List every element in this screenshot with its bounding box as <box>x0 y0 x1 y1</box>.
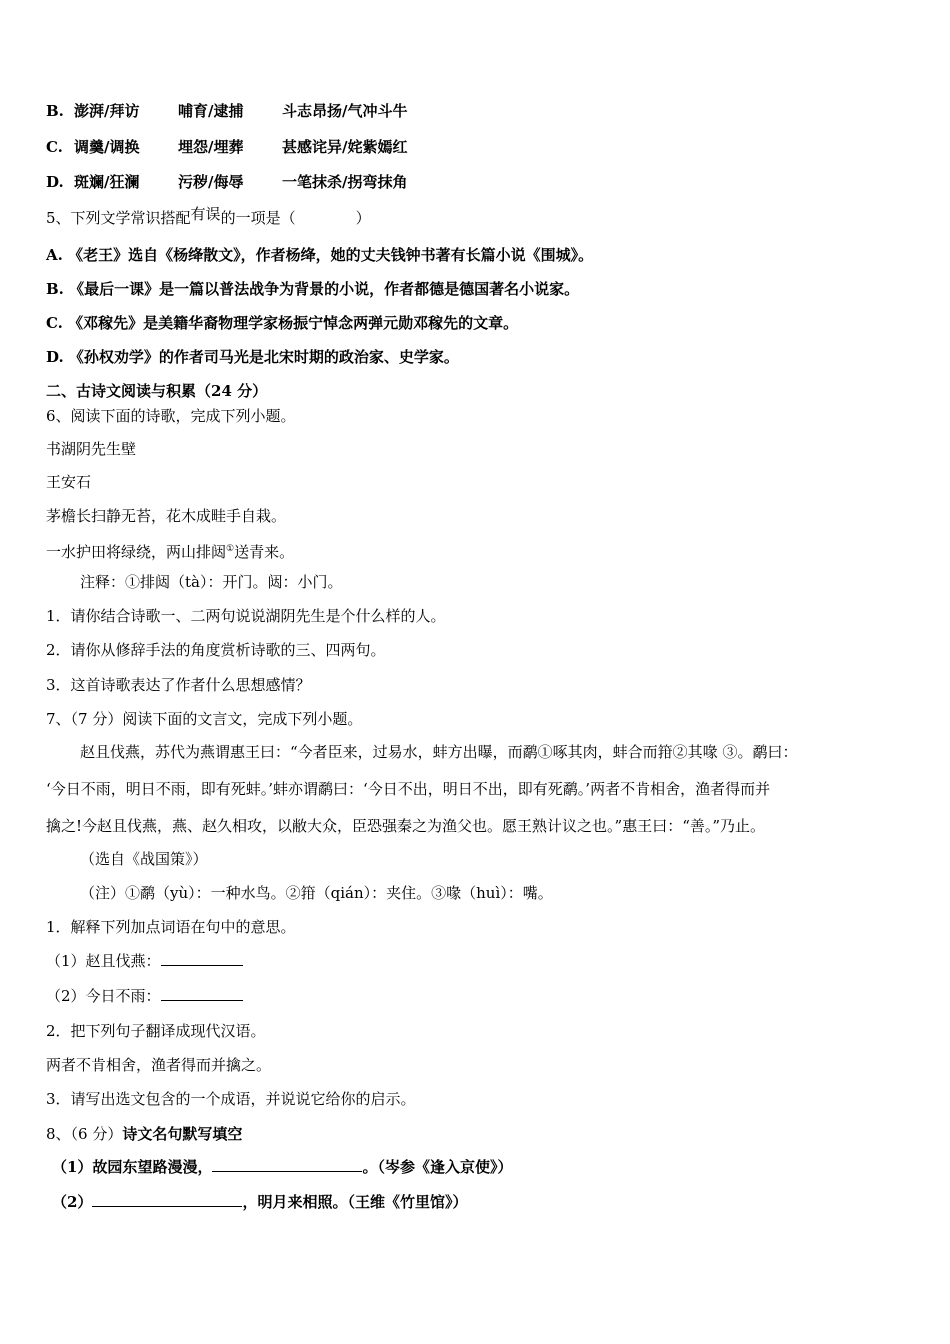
q8-stem-title: 诗文名句默写填空 <box>122 1125 243 1143</box>
q8-item <box>52 1157 512 1177</box>
answer-blank[interactable] <box>161 986 243 1001</box>
option-word-pair: 哺育/逮捕 <box>178 102 244 120</box>
q8-item-text: （1）故园东望路漫漫， <box>52 1158 213 1176</box>
passage-note: （注）①鹬（yù）：一种水鸟。②箝（qián）：夹住。③喙（huì）：嘴。 <box>80 884 553 902</box>
passage-line: 擒之!今赵且伐燕，燕、赵久相攻，以敝大众，臣恐强秦之为渔父也。愿王熟计议之也。”惠王曰：“善。”乃止。 <box>46 817 766 835</box>
q7-sub-question: 1．解释下列加点词语在句中的意思。 <box>46 918 296 936</box>
q7-sub-item-text: （2）今日不雨： <box>46 987 161 1005</box>
poem-note: 注释：①排闼（tà）：开门。闼：小门。 <box>80 573 343 591</box>
q7-stem: 7、（7 分）阅读下面的文言文，完成下列小题。 <box>46 710 363 728</box>
option-word-pair: 埋怨/埋葬 <box>178 138 244 156</box>
q8-item-text: （2） <box>52 1193 93 1211</box>
q6-sub-question: 1．请你结合诗歌一、二两句说说湖阴先生是个什么样的人。 <box>46 607 446 625</box>
q6-stem: 6、阅读下面的诗歌，完成下列小题。 <box>46 407 296 425</box>
poem-line <box>46 539 294 562</box>
poem-author: 王安石 <box>46 473 92 491</box>
q6-sub-question: 3．这首诗歌表达了作者什么思想感情？ <box>46 676 311 694</box>
option-idiom-pair: 甚感诧异/姹紫嫣红 <box>282 138 408 156</box>
q8-stem-text: 8、（6 分） <box>46 1125 123 1143</box>
q6-sub-question: 2．请你从修辞手法的角度赏析诗歌的三、四两句。 <box>46 641 386 659</box>
option-letter: D. <box>46 173 64 191</box>
option-word-pair: 澎湃/拜访 <box>74 102 140 120</box>
passage-source: （选自《战国策》） <box>80 850 208 868</box>
q5-option-b: B. 《最后一课》是一篇以普法战争为背景的小说，作者都德是德国著名小说家。 <box>46 280 580 298</box>
option-letter: C. <box>46 138 63 156</box>
q8-item-source: ，明月来相照。（王维《竹里馆》） <box>242 1193 468 1211</box>
q5-option-c: C. 《邓稼先》是美籍华裔物理学家杨振宁悼念两弹元勋邓稼先的文章。 <box>46 314 519 332</box>
poem-line-text-end: 送青来。 <box>234 543 295 561</box>
passage-line: ‘今日不雨，明日不雨，即有死蚌。’蚌亦谓鹬曰：‘今日不出，明日不出，即有死鹬。’两者不肯相舍，渔者得而并 <box>46 780 771 798</box>
q8-stem <box>46 1124 242 1144</box>
q7-sentence: 两者不肯相舍，渔者得而并擒之。 <box>46 1056 272 1074</box>
q8-item <box>52 1192 467 1212</box>
q7-sub-item <box>46 986 243 1006</box>
footnote-marker: ① <box>226 544 235 554</box>
q4-option-b <box>46 101 407 121</box>
q4-option-d <box>46 172 407 192</box>
poem-line: 茅檐长扫静无苔，花木成畦手自栽。 <box>46 507 287 525</box>
q5-stem-text-end: 的一项是（ ） <box>220 209 371 227</box>
q7-sub-item-text: （1）赵且伐燕： <box>46 952 161 970</box>
q7-sub-question: 2．把下列句子翻译成现代汉语。 <box>46 1022 266 1040</box>
poem-line-text: 一水护田将绿绕，两山排闼 <box>46 543 227 561</box>
poem-title: 书湖阴先生壁 <box>46 440 137 458</box>
q5-option-a: A. 《老王》选自《杨绛散文》，作者杨绛，她的丈夫钱钟书著有长篇小说《围城》。 <box>46 246 594 264</box>
q5-option-d: D. 《孙权劝学》的作者司马光是北宋时期的政治家、史学家。 <box>46 348 459 366</box>
q4-option-c <box>46 137 407 157</box>
option-word-pair: 调羹/调换 <box>74 138 140 156</box>
option-idiom-pair: 斗志昂扬/气冲斗牛 <box>282 102 408 120</box>
option-letter: B. <box>46 102 64 120</box>
q7-sub-question: 3．请写出选文包含的一个成语，并说说它给你的启示。 <box>46 1090 416 1108</box>
option-word-pair: 斑斓/狂澜 <box>74 173 140 191</box>
answer-blank[interactable] <box>161 951 243 966</box>
answer-blank[interactable] <box>92 1192 242 1207</box>
passage-line: 赵且伐燕，苏代为燕谓惠王曰：“今者臣来，过易水，蚌方出曝，而鹬①啄其肉，蚌合而箝②其喙 ③。鹬曰： <box>80 743 798 761</box>
q5-stem <box>46 205 371 228</box>
option-idiom-pair: 一笔抹杀/拐弯抹角 <box>282 173 408 191</box>
section-title: 二、古诗文阅读与积累（24 分） <box>46 382 268 400</box>
q5-stem-emphasis: 有误 <box>190 205 221 223</box>
q7-sub-item <box>46 951 243 971</box>
answer-blank[interactable] <box>212 1157 362 1172</box>
q8-item-source: 。（岑参《逢入京使》） <box>362 1158 513 1176</box>
option-word-pair: 污秽/侮辱 <box>178 173 244 191</box>
q5-stem-text: 5、下列文学常识搭配 <box>46 209 191 227</box>
